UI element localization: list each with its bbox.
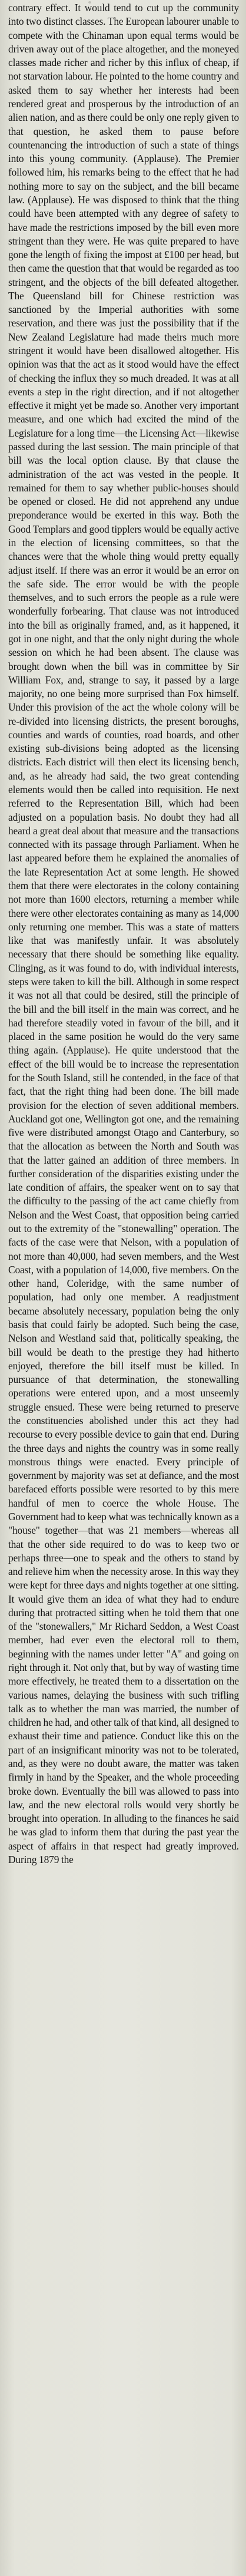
article-paragraph: contrary effect. It would tend to cut up the community into two distinct classes. The European labourer unable to compete with the Chinaman upon equal terms would be driven away out of the place altogether, and the moneyed classes made richer and richer by this influx of cheap, if not starvation labour. He pointed to the home country and asked them to say whether her interests had been rendered great and prosperous by the introduction of an alien nation, and as there could be only one reply given to that question, he asked them to pause before countenancing the introduction of such a state of things into this young community. (Applause). The Premier followed him, his remarks being to the effect that he had nothing more to say on the subject, and the bill became law. (Applause). He was disposed to think that the thing could have been attempted with any degree of safety to have made the restrictions imposed by the bill even more stringent than they were. He was quite prepared to have gone the length of fixing the impost at £100 per head, but then came the question that that would be regarded as too stringent, and the objects of the bill defeated altogether. The Queensland bill for Chinese restriction was sanctioned by the Imperial authorities with some reservation, and there was just the possibility that if the New Zealand Legislature had made theirs much more stringent it would have been disallowed altogether. His opinion was that the act as it stood would have the effect of checking the influx they so much dreaded. It was at all events a step in the right direction, and if not altogether effective it might yet be made so. Another very important measure, and one which had excited the mind of the Legislature for a long time—the Licensing Act—likewise passed during the last session. The main principle of that bill was the local option clause. By that clause the administration of the act was vested in the people. It remained for them to say whether public-houses should be opened or closed. He did not apprehend any undue preponderance would be exerted in this way. Both the Good Templars and good tipplers would be equally active in the election of licensing committees, so that the chances were that the whole thing would pretty equally adjust itself. If there was an error it would be an error on the safe side. The error would be with the people themselves, and to such errors the people as a rule were wonderfully forbearing. That clause was not introduced into the bill as originally framed, and, as it happened, it got in one night, and that the only night during the whole session on which he had been absent. The clause was brought down when the bill was in committee by Sir William Fox, and, strange to say, it passed by a large majority, no one being more surprised than Fox himself. Under this provision of the act the whole colony will be re-divided into licensing districts, the present boroughs, counties and wards of counties, road boards, and other existing sub-divisions being adopted as the licensing districts. Each district will then elect its licensing bench, and, as he already had said, the two great contending elements would then be called into requisition. He next referred to the Representation Bill, which had been adjusted on a population basis. No doubt they had all heard a great deal about that measure and the transactions connected with its passage through Parliament. When he last appeared before them he explained the anomalies of the late Representation Act at some length. He showed them that there were electorates in the colony containing not more than 1600 electors, returning a member while there were other electorates containing as many as 14,000 only returning one member. This was a state of matters like that was manifestly unfair. It was absolutely necessary that there should be something like equality. Clinging, as it was found to do, with individual interests, steps were taken to kill the bill. Although in some respect it was not all that could be desired, still the principle of the bill and the bill itself in the main was correct, and he had therefore steadily voted in favour of the bill, and it placed in the same position he would do the very same thing again. (Applause). He quite understood that the effect of the bill would be to increase the representation for the South Island, still he contended, in the face of that fact, that the right thing had been done. The bill made provision for the election of seven additional members. Auckland got one, Wellington got one, and the remaining five were distributed amongst Otago and Canterbury, so that the allocation as between the North and South was that the latter gained an addition of three members. In further consideration of the disparities existing under the late condition of affairs, the speaker went on to say that the difficulty to the passing of the act came chiefly from Nelson and the West Coast, that opposition being carried out to the extremity of the "stonewalling" operation. The facts of the case were that Nelson, with a population of not more than 40,000, had seven members, and the West Coast, with a population of 14,000, five members. On the other hand, Coleridge, with the same number of population, had only one member. A readjustment became absolutely necessary, population being the only basis that could fairly be adopted. Such being the case, Nelson and Westland said that, politically speaking, the bill would be death to the prestige they had hitherto enjoyed, therefore the bill itself must be killed. In pursuance of that determination, the stonewalling operations were entered upon, and a most unseemly struggle ensued. These were being returned to preserve the constituencies abolished under this act they had recourse to every possible device to gain that end. During the three days and nights the country was in some really monstrous things were enacted. Every principle of government by majority was set at defiance, and the most barefaced efforts possible were resorted to by this mere handful of men to coerce the whole House. The Government had to keep what was technically known as a "house" together—that was 21 members—whereas all that the other side required to do was to keep two or perhaps three—one to speak and the others to stand by and relieve him when the necessity arose. In this way they were kept for three days and nights together at one sitting. It would give them an idea of what they had to endure during that protracted sitting when he told them that one of the "stonewallers," Mr Richard Seddon, a West Coast member, had ever even the electoral roll to them, beginning with the names under letter "A" and going on right through it. Not only that, but by way of wasting time more effectively, he treated them to a dissertation on the various names, delaying the business with such trifling talk as to whether the man was married, the number of children he had, and other talk of that kind, all designed to exhaust their time and patience. Conduct like this on the part of an insignificant minority was not to be tolerated, and, as they were no doubt aware, the matter was taken firmly in hand by the Speaker, and the whole proceeding broke down. Eventually the bill was allowed to pass into law, and the new electoral rolls would very shortly be brought into operation. In alluding to the finances he said he was glad to inform them that during the past year the aspect of affairs in that respect had greatly improved. During 1879 the (8, 2, 239, 1865)
